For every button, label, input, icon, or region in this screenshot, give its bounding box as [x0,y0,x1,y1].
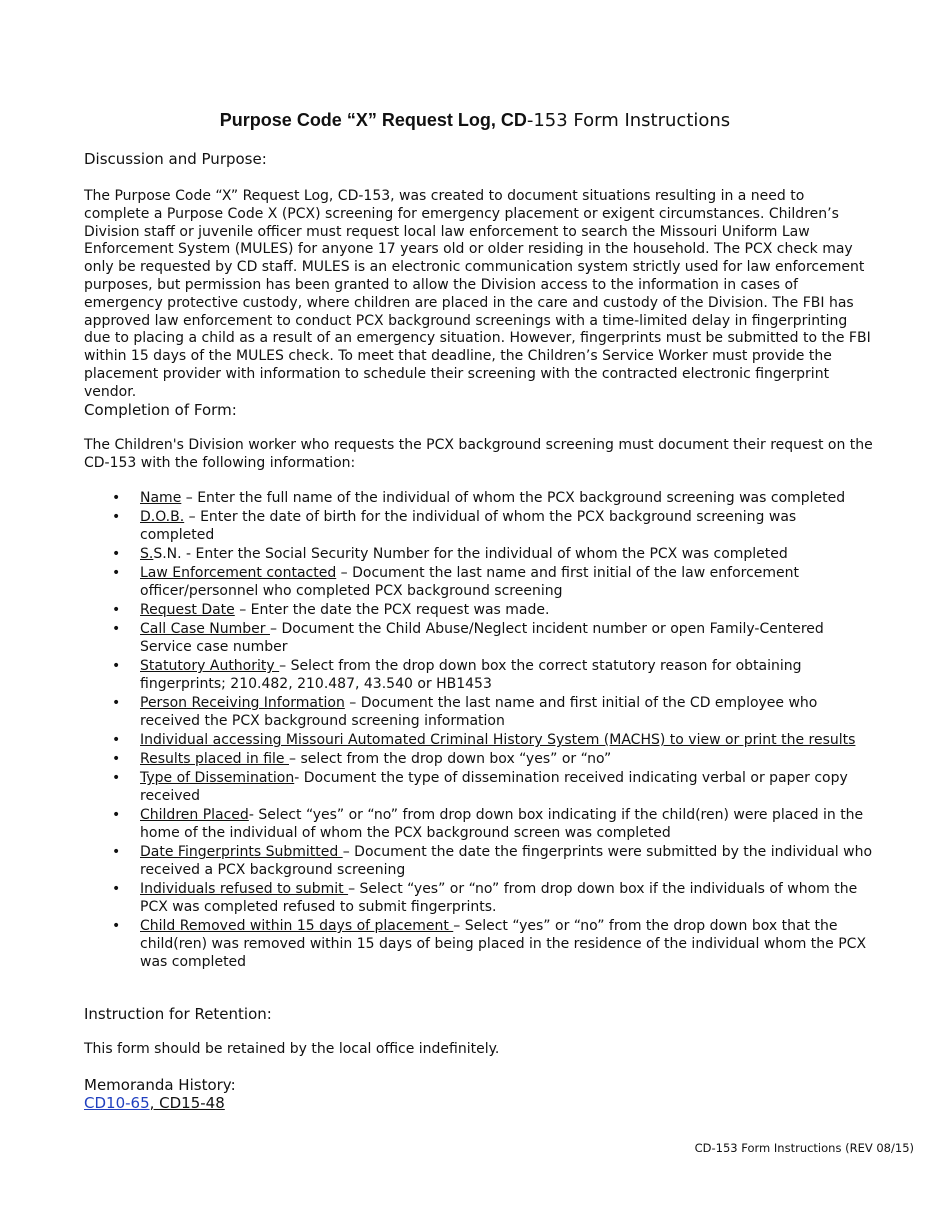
list-item [84,843,874,879]
bullet-icon: • [112,565,121,581]
field-description: – Document the Child Abuse/Neglect incident number or open Family-Centered Service case number [140,621,824,655]
field-description: – Select “yes” or “no” from drop down box if the individuals of whom the PCX was completed refused to submit fingerprints. [140,881,858,915]
list-item [84,880,874,916]
field-name: Statutory Authority [140,658,280,674]
bullet-icon: • [112,546,121,562]
field-name: Name [140,490,182,506]
list-item [84,750,874,768]
list-item [84,694,874,730]
field-name: Call Case Number [140,621,270,637]
field-name: Request Date [140,602,235,618]
field-name: Individuals refused to submit [140,881,349,897]
field-description: – Document the last name and first initial of the law enforcement officer/personnel who completed PCX background screening [140,565,800,599]
field-name: Date Fingerprints Submitted [140,844,343,860]
discussion-body: The Purpose Code “X” Request Log, CD-153, was created to document situations resulting in a need to complete a Purpose Code X (PCX) screening for emergency placement or exigent circumstances. Children’s Division staff or juvenile officer must request local law enforcement to search the Missouri Uniform Law Enforcement System (MULES) for anyone 17 years old or older residing in the household. The PCX check may only be requested by CD staff. MULES is an electronic communication system strictly used for law enforcement purposes, but permission has been granted to allow the Division access to the information in cases of emergency protective custody, where children are placed in the care and custody of the Division. The FBI has approved law enforcement to conduct PCX background screenings with a time-limited delay in fingerprinting due to placing a child as a result of an emergency situation. However, fingerprints must be submitted to the FBI within 15 days of the MULES check. To meet that deadline, the Children’s Service Worker must provide the placement provider with information to schedule their screening with the contracted electronic fingerprint vendor. [84,188,871,400]
memo-other: , CD15-48 [149,1094,225,1112]
list-item [84,731,874,749]
list-item [84,806,874,842]
list-item [84,508,874,544]
memo-link-cd10-65[interactable]: CD10-65 [84,1094,150,1112]
memoranda-heading: Memoranda History: [84,1076,236,1094]
field-name: Law Enforcement contacted [140,565,337,581]
retention-heading: Instruction for Retention: [84,1005,272,1023]
bullet-icon: • [112,844,121,860]
list-item [84,564,874,600]
list-item [84,657,874,693]
page-title [0,110,950,131]
field-description: – Enter the date of birth for the individual of whom the PCX background screening was completed [140,509,797,543]
field-description: – Select “yes” or “no” from the drop down box that the child(ren) was removed within 15 days of being placed in the residence of the individual whom the PCX was completed [140,918,867,970]
bullet-icon: • [112,807,121,823]
bullet-icon: • [112,658,121,674]
retention-body: This form should be retained by the local office indefinitely. [84,1041,500,1057]
discussion-heading: Discussion and Purpose: [84,150,267,168]
field-name: Results placed in file [140,751,289,767]
bullet-icon: • [112,490,121,506]
field-description: - Document the type of dissemination received indicating verbal or paper copy received [140,770,848,804]
field-name: Children Placed [140,807,249,823]
bullet-icon: • [112,509,121,525]
bullet-icon: • [112,881,121,897]
bullet-icon: • [112,770,121,786]
field-description: – Select from the drop down box the correct statutory reason for obtaining fingerprints; 210.482, 210.487, 43.540 or HB1453 [140,658,802,692]
field-description: S.N. - Enter the Social Security Number for the individual of whom the PCX was completed [153,546,788,562]
field-name: Person Receiving Information [140,695,345,711]
field-list [84,489,874,972]
bullet-icon: • [112,602,121,618]
field-name: Child Removed within 15 days of placement [140,918,454,934]
bullet-icon: • [112,918,121,934]
field-name: S. [140,546,154,562]
bullet-icon: • [112,732,121,748]
memoranda-list [84,1095,874,1113]
title-plain-part: -153 Form Instructions [526,110,731,131]
title-bold-part: Purpose Code “X” Request Log, CD [219,110,527,130]
list-item [84,545,874,563]
completion-intro: The Children's Division worker who requests the PCX background screening must document their request on the CD-153 with the following information: [84,437,873,471]
list-item [84,769,874,805]
bullet-icon: • [112,751,121,767]
field-description: – Enter the date the PCX request was made. [234,602,550,618]
field-description: – Document the date the fingerprints were submitted by the individual who received a PCX background screening [140,844,873,878]
field-description: – select from the drop down box “yes” or “no” [289,751,612,767]
list-item [84,489,874,507]
field-name: Type of Dissemination [140,770,295,786]
field-name: D.O.B. [140,509,185,525]
list-item [84,917,874,971]
footer-revision: CD-153 Form Instructions (REV 08/15) [694,1141,914,1155]
bullet-icon: • [112,695,121,711]
bullet-icon: • [112,621,121,637]
list-item [84,601,874,619]
field-description: – Document the last name and first initial of the CD employee who received the PCX background screening information [140,695,818,729]
field-name: Individual accessing Missouri Automated Criminal History System (MACHS) to view or print the results [140,732,856,748]
field-description: - Select “yes” or “no” from drop down box indicating if the child(ren) were placed in the home of the individual of whom the PCX background screen was completed [140,807,864,841]
completion-heading: Completion of Form: [84,401,237,419]
list-item [84,620,874,656]
field-description: – Enter the full name of the individual of whom the PCX background screening was completed [181,490,846,506]
